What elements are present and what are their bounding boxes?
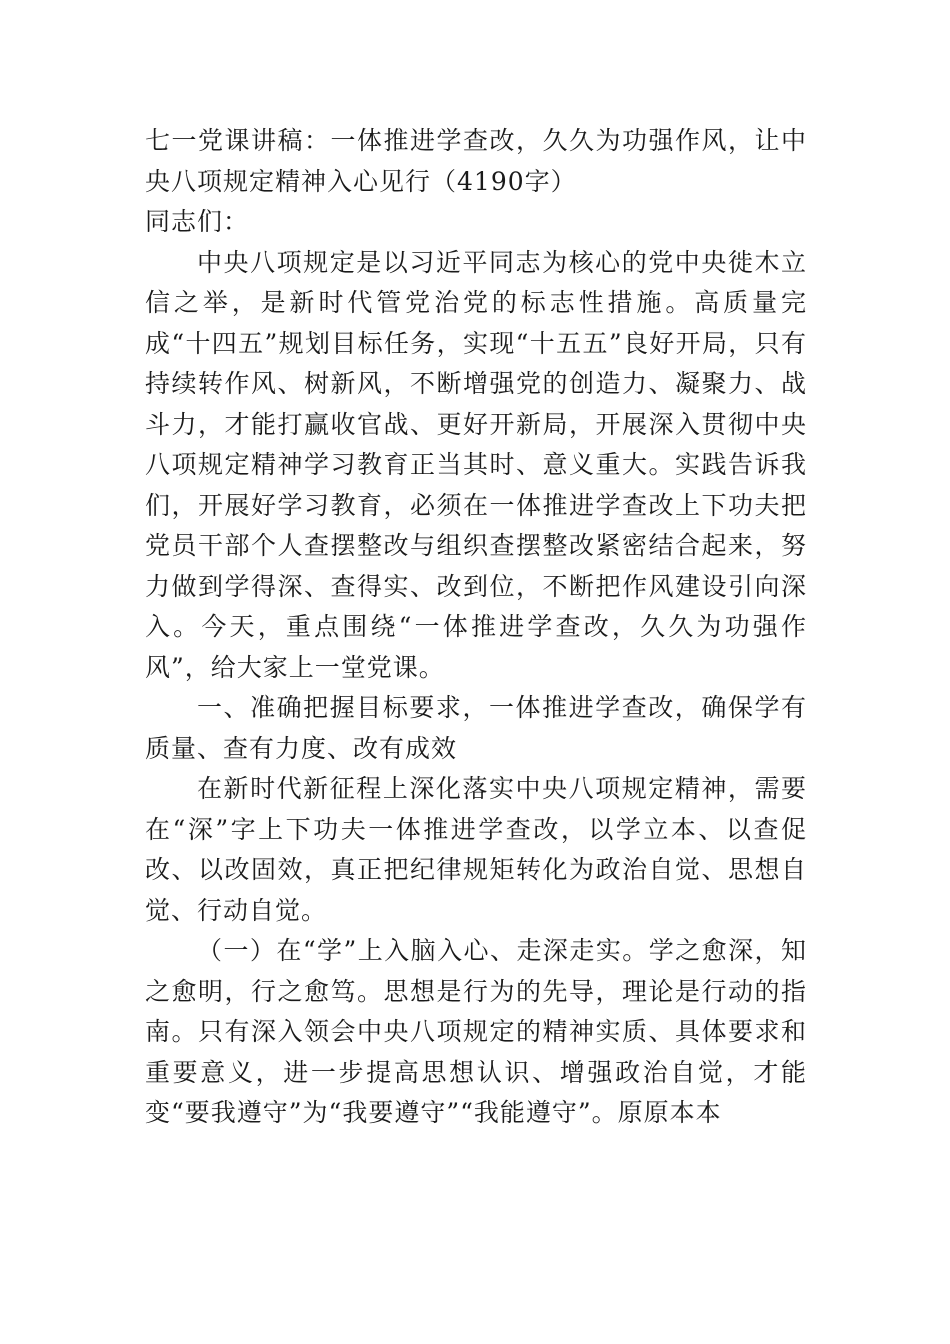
- salutation: 同志们：: [145, 207, 250, 236]
- section-1-paragraph: 在新时代新征程上深化落实中央八项规定精神，需要在“深”字上下功夫一体推进学查改，以学立本、以查促改、以改固效，真正把纪律规矩转化为政治自觉、思想自觉、行动自觉。: [145, 774, 807, 925]
- document-page: [145, 121, 807, 1134]
- section-heading-1: 一、准确把握目标要求，一体推进学查改，确保学有质量、查有力度、改有成效: [145, 693, 807, 763]
- subsection-1-paragraph: （一）在“学”上入脑入心、走深走实。学之愈深，知之愈明，行之愈笃。思想是行为的先导，理论是行动的指南。只有深入领会中央八项规定的精神实质、具体要求和重要意义，进一步提高思想认识、增强政治自觉，才能变“要我遵守”为“我要遵守”“我能遵守”。原原本本: [145, 936, 807, 1127]
- intro-paragraph: 中央八项规定是以习近平同志为核心的党中央徙木立信之举，是新时代管党治党的标志性措施。高质量完成“十四五”规划目标任务，实现“十五五”良好开局，只有持续转作风、树新风，不断增强党的创造力、凝聚力、战斗力，才能打赢收官战、更好开新局，开展深入贯彻中央八项规定精神学习教育正当其时、意义重大。实践告诉我们，开展好学习教育，必须在一体推进学查改上下功夫把党员干部个人查摆整改与组织查摆整改紧密结合起来，努力做到学得深、查得实、改到位，不断把作风建设引向深入。今天，重点围绕“一体推进学查改，久久为功强作风”，给大家上一堂党课。: [145, 247, 807, 682]
- document-title: 七一党课讲稿：一体推进学查改，久久为功强作风，让中央八项规定精神入心见行（4190字）: [145, 126, 807, 196]
